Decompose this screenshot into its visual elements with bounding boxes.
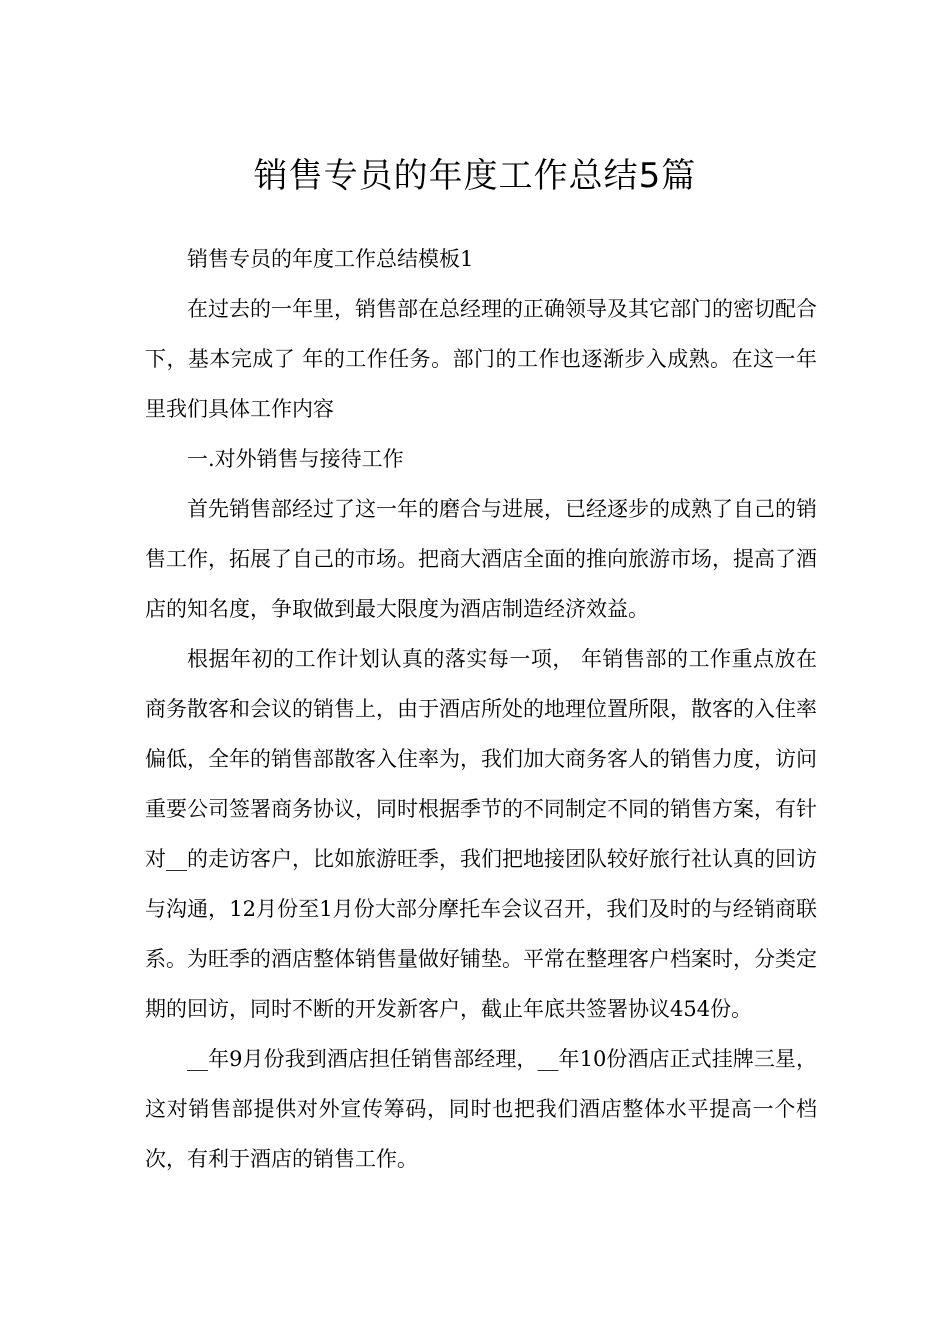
section-heading: 一.对外销售与接待工作 [187,447,404,471]
paragraph: 在过去的一年里，销售部在总经理的正确领导及其它部门的密切配合下，基本完成了 年的工作任务。部门的工作也逐渐步入成熟。在这一年里我们具体工作内容 [145,297,817,421]
document-title: 销售专员的年度工作总结5篇 [253,155,697,196]
document-body [145,234,817,1184]
paragraph: 首先销售部经过了这一年的磨合与进展，已经逐步的成熟了自己的销售工作，拓展了自己的市场。把商大酒店全面的推向旅游市场，提高了酒店的知名度，争取做到最大限度为酒店制造经济效益。 [145,497,817,621]
section-heading: 销售专员的年度工作总结模板1 [187,247,474,271]
paragraph: __年9月份我到酒店担任销售部经理，__年10份酒店正式挂牌三星，这对销售部提供对外宣传筹码，同时也把我们酒店整体水平提高一个档次，有利于酒店的销售工作。 [145,1047,817,1171]
paragraph: 根据年初的工作计划认真的落实每一项， 年销售部的工作重点放在商务散客和会议的销售上，由于酒店所处的地理位置所限，散客的入住率偏低，全年的销售部散客入住率为，我们加大商务客人的销售力度，访问重要公司签署商务协议，同时根据季节的不同制定不同的销售方案，有针对__的走访客户，比如旅游旺季，我们把地接团队较好旅行社认真的回访与沟通，12月份至1月份大部分摩托车会议召开，我们及时的与经销商联系。为旺季的酒店整体销售量做好铺垫。平常在整理客户档案时，分类定期的回访，同时不断的开发新客户，截止年底共签署协议454份。 [145,647,817,1021]
